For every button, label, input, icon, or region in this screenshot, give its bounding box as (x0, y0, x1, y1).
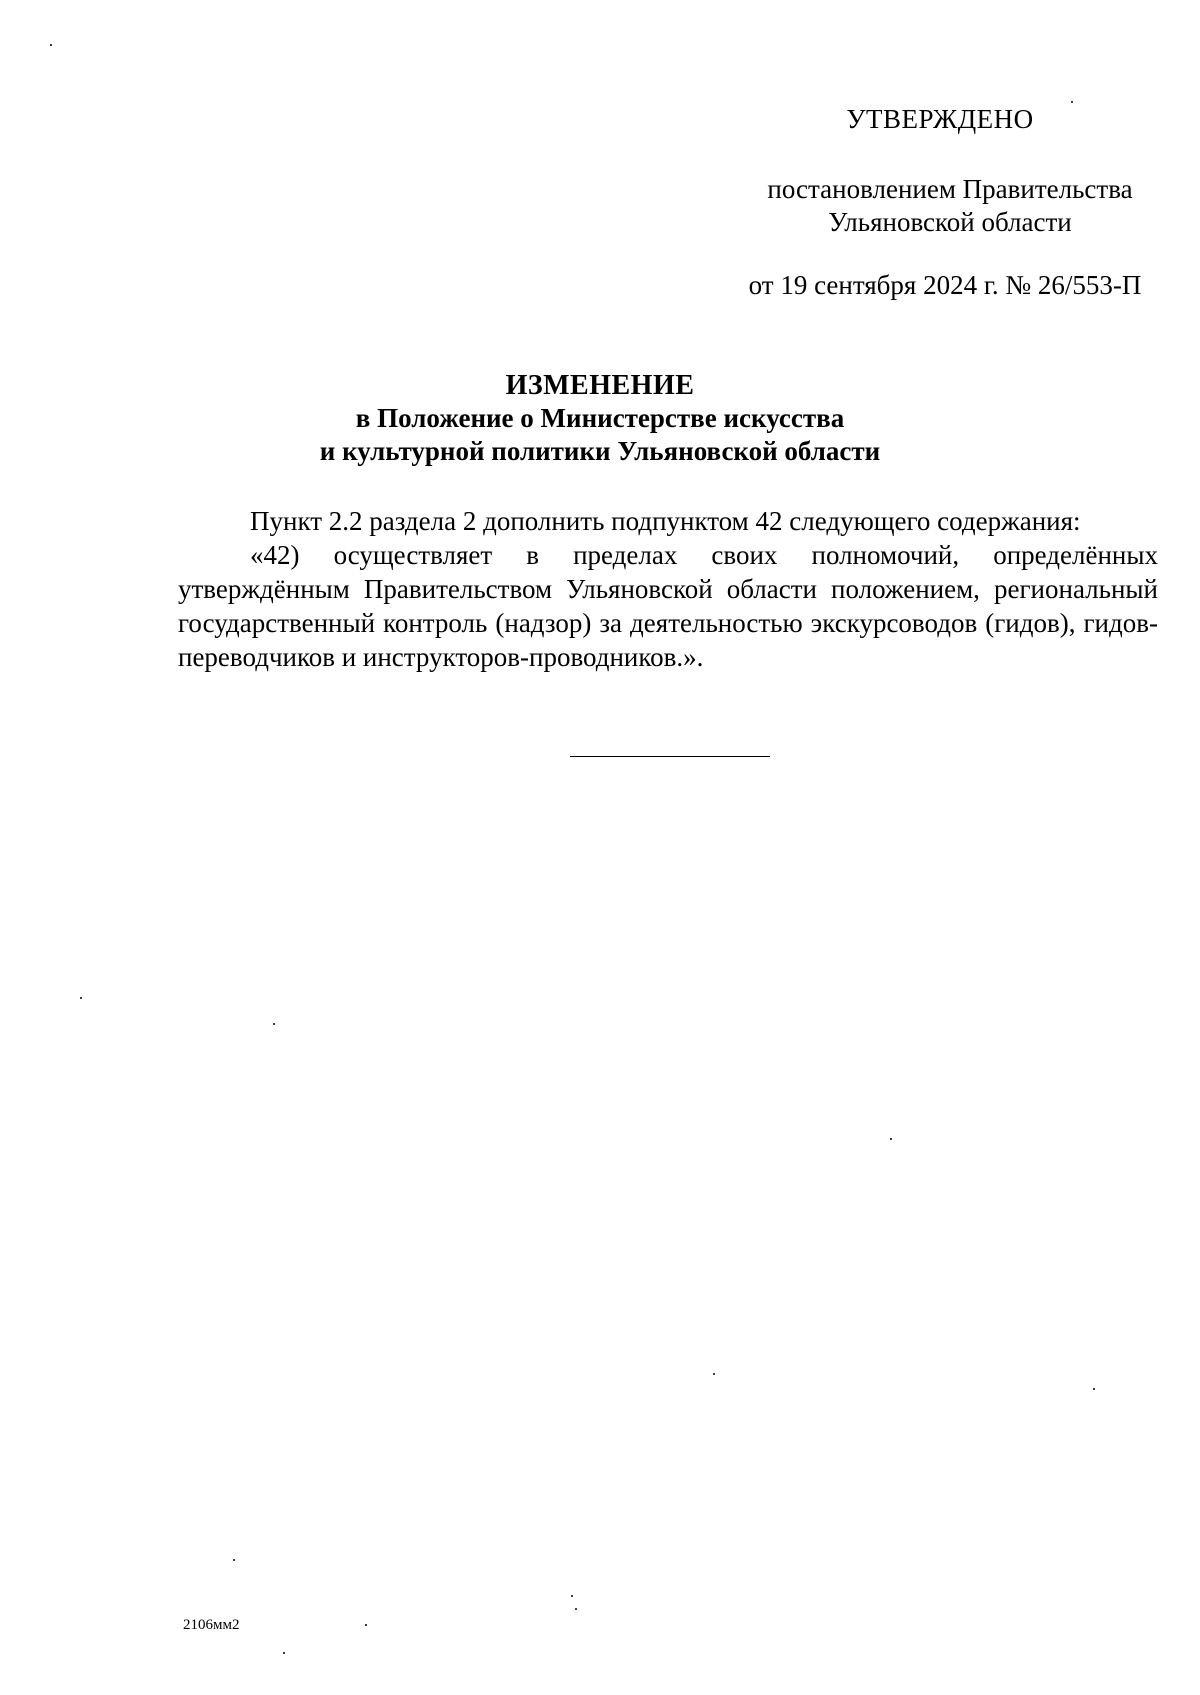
scan-speck (1071, 101, 1073, 103)
document-body (178, 504, 1158, 674)
scan-speck (890, 1138, 892, 1140)
scan-speck (80, 997, 82, 999)
scan-speck (575, 1608, 577, 1610)
body-paragraph-1: Пункт 2.2 раздела 2 дополнить подпунктом 42 следующего содержания: (250, 506, 1081, 536)
document-heading (150, 369, 1050, 468)
scan-speck (365, 1624, 367, 1626)
document-title: ИЗМЕНЕНИЕ (505, 370, 695, 401)
footer-code: 2106мм2 (183, 1617, 240, 1633)
scan-speck (713, 1373, 715, 1375)
document-subtitle-line2: и культурной политики Ульяновской области (319, 436, 881, 466)
scan-speck (1093, 1388, 1095, 1390)
scan-speck (50, 44, 52, 46)
body-paragraph-2: «42) осуществляет в пределах своих полномочий, определённых утверждённым Правительством Ульяновской области положением, региональный государственный контроль (надзор) за деятельностью экскурсоводов (гидов), гидов-переводчиков и инструкторов-проводников.». (178, 540, 1158, 672)
closing-rule (570, 756, 770, 757)
approval-authority (750, 173, 1150, 239)
scan-speck (233, 1559, 235, 1561)
approval-authority-line1: постановлением Правительства (767, 174, 1133, 204)
scan-speck (273, 1023, 275, 1025)
scan-speck (283, 1652, 285, 1654)
approval-date (730, 269, 1160, 302)
approval-date-text: от 19 сентября 2024 г. № 26/553-П (748, 270, 1142, 300)
document-subtitle-line1: в Положение о Министерстве искусства (355, 403, 845, 433)
scan-speck (571, 1595, 573, 1597)
approved-label: УТВЕРЖДЕНО (846, 104, 1034, 134)
approval-authority-line2: Ульяновской области (828, 207, 1072, 237)
approval-stamp-title (820, 103, 1060, 136)
